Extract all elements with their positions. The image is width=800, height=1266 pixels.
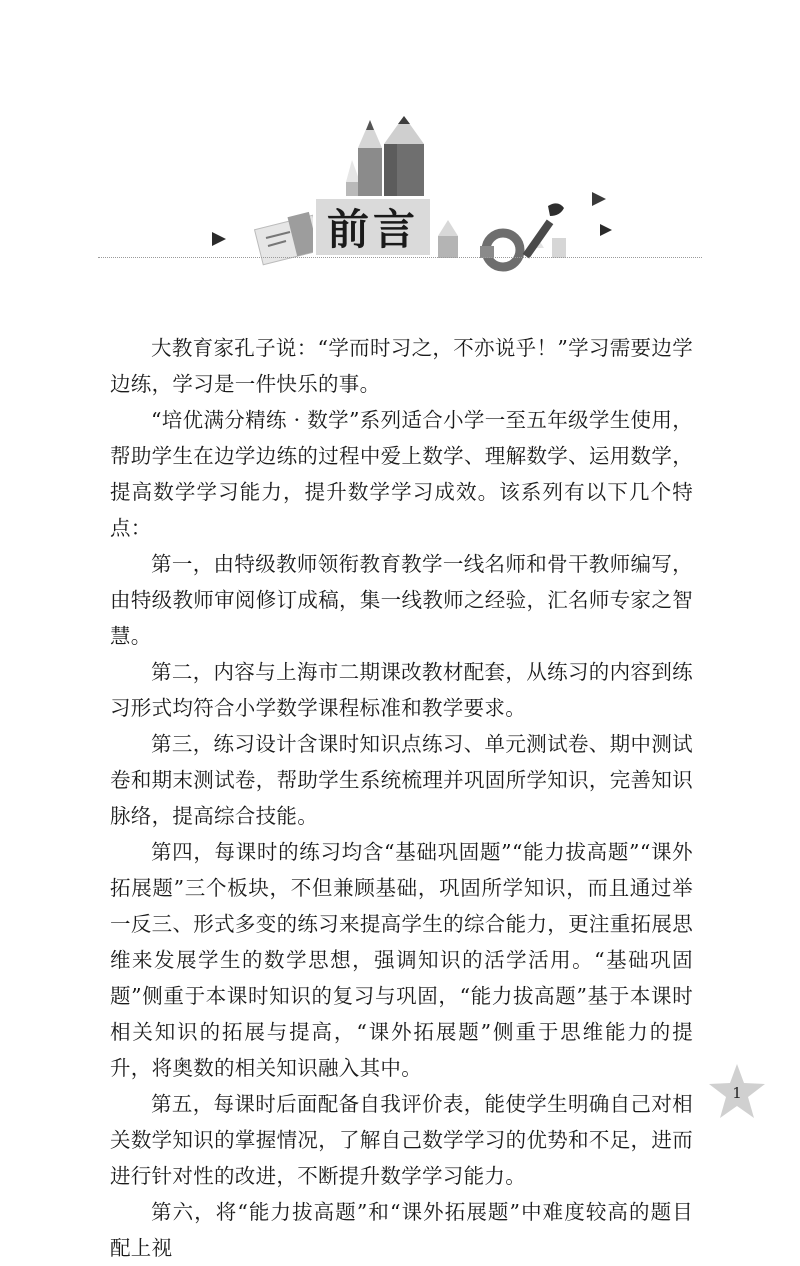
paragraph: 第三，练习设计含课时知识点练习、单元测试卷、期中测试卷和期末测试卷，帮助学生系统梳理并巩固所学知识，完善知识脉络，提高综合技能。 (110, 732, 693, 828)
paintbrush-icon (523, 203, 566, 258)
paragraph: 大教育家孔子说：“学而时习之，不亦说乎！”学习需要边学边练，学习是一件快乐的事。 (110, 336, 693, 396)
preface-body (110, 330, 693, 1266)
triangle-decoration-left (212, 232, 226, 246)
page-number: 1 (732, 1084, 742, 1102)
triangle-decoration-top-right (592, 192, 606, 206)
paragraph: 第一，由特级教师领衔教育教学一线名师和骨干教师编写，由特级教师审阅修订成稿，集一线教师之经验，汇名师专家之智慧。 (110, 552, 693, 648)
paragraph: 第五，每课时后面配备自我评价表，能使学生明确自己对相关数学知识的掌握情况，了解自己数学学习的优势和不足，进而进行针对性的改进，不断提升数学学习能力。 (110, 1092, 693, 1188)
dotted-divider (98, 257, 702, 258)
triangle-decoration-right (600, 224, 612, 236)
page-number-badge (707, 1062, 767, 1122)
paragraph: 第四，每课时的练习均含“基础巩固题”“能力拔高题”“课外拓展题”三个板块，不但兼顾基础，巩固所学知识，而且通过举一反三、形式多变的练习来提高学生的综合能力，更注重拓展思维来发展学生的数学思想，强调知识的活学活用。“基础巩固题”侧重于本课时知识的复习与巩固，“能力拔高题”基于本课时相关知识的拓展与提高，“课外拓展题”侧重于思维能力的提升，将奥数的相关知识融入其中。 (110, 840, 693, 1080)
paragraph: 第二，内容与上海市二期课改教材配套，从练习的内容到练习形式均符合小学数学课程标准和教学要求。 (110, 660, 693, 720)
page-title: 前言 (313, 196, 433, 258)
paragraph: “培优满分精练 · 数学”系列适合小学一至五年级学生使用，帮助学生在边学边练的过程中爱上数学、理解数学、运用数学，提高数学学习能力，提升数学学习成效。该系列有以下几个特点： (110, 408, 693, 540)
header-illustration (0, 0, 800, 300)
paragraph: 第六，将“能力拔高题”和“课外拓展题”中难度较高的题目配上视 (110, 1200, 693, 1260)
magnifier-icon (480, 233, 520, 267)
